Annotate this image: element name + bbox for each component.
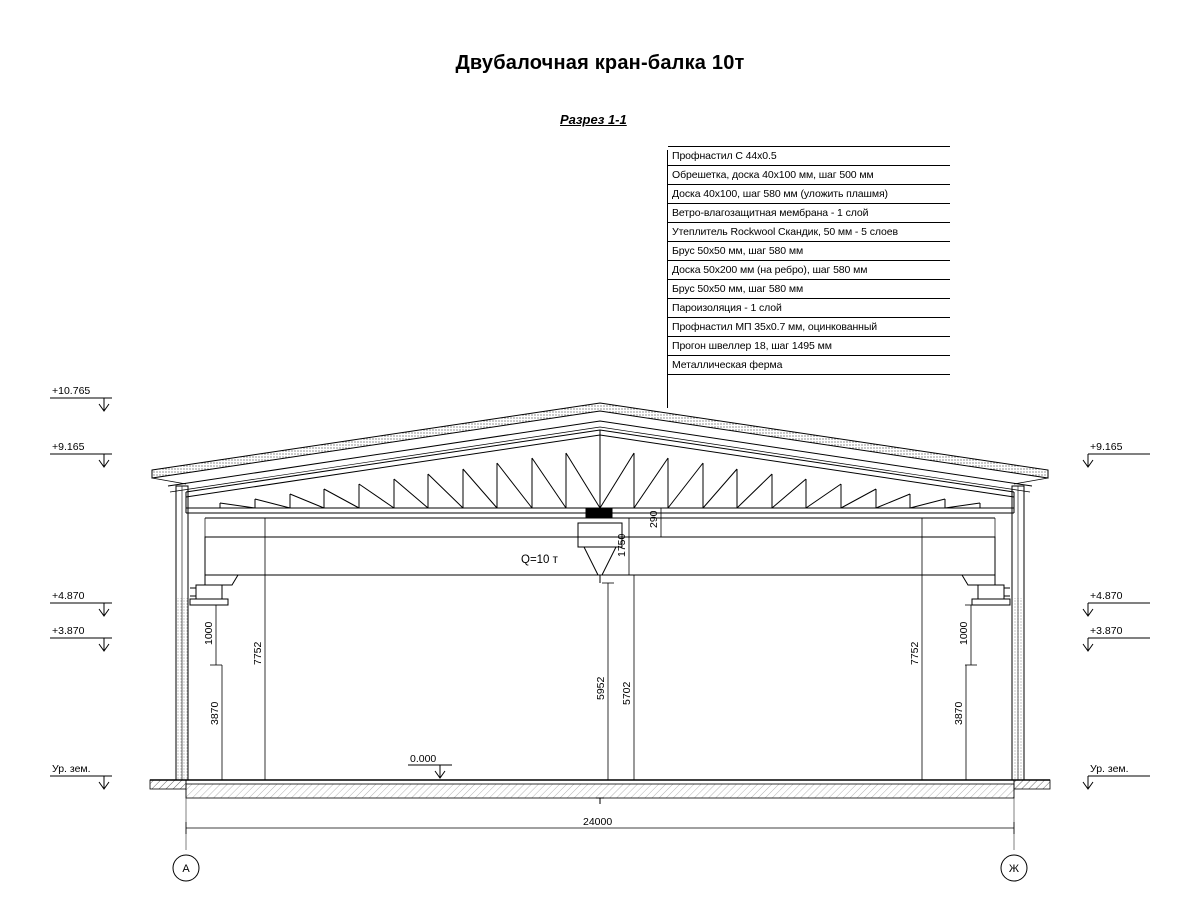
steel-truss <box>186 430 1014 513</box>
legend-row: Доска 50х200 мм (на ребро), шаг 580 мм <box>668 261 950 280</box>
level-value-left: +4.870 <box>52 590 85 602</box>
dim-value: 3870 <box>953 701 965 725</box>
legend-row: Ветро-влагозащитная мембрана - 1 слой <box>668 204 950 223</box>
column-brackets <box>190 585 1010 605</box>
page-title: Двубалочная кран-балка 10т <box>455 52 745 74</box>
level-value-left: +10.765 <box>52 385 91 397</box>
level-value-right: +3.870 <box>1090 625 1123 637</box>
crane-load-label: Q=10 т <box>521 554 558 566</box>
dim-value: 7752 <box>252 641 264 665</box>
legend-row: Пароизоляция - 1 слой <box>668 299 950 318</box>
dim-value: 7752 <box>909 641 921 665</box>
legend-row: Брус 50х50 мм, шаг 580 мм <box>668 242 950 261</box>
dim-value: 5952 <box>595 676 607 700</box>
legend-row: Профнастил МП 35х0.7 мм, оцинкованный <box>668 318 950 337</box>
dim-value: 1000 <box>958 621 970 645</box>
floor-slab <box>150 780 1050 804</box>
level-value-right: +4.870 <box>1090 590 1123 602</box>
legend-row: Брус 50х50 мм, шаг 580 мм <box>668 280 950 299</box>
vertical-dimension-labels <box>203 510 970 725</box>
zero-level-mark <box>408 753 452 778</box>
level-value-left: +9.165 <box>52 441 85 453</box>
dim-value: 1000 <box>203 621 215 645</box>
legend-row: Обрешетка, доска 40х100 мм, шаг 500 мм <box>668 166 950 185</box>
axis-label-left: А <box>182 863 190 875</box>
level-value-left: Ур. зем. <box>52 763 91 775</box>
level-value-right: +9.165 <box>1090 441 1123 453</box>
dim-value: 3870 <box>209 701 221 725</box>
dim-value: 290 <box>648 510 660 528</box>
walls <box>176 486 1024 780</box>
legend-row: Доска 40х100, шаг 580 мм (уложить плашмя) <box>668 185 950 204</box>
vertical-dimensions <box>205 508 982 780</box>
legend-row: Прогон швеллер 18, шаг 1495 мм <box>668 337 950 356</box>
zero-level-value: 0.000 <box>410 753 437 765</box>
dim-value: 5702 <box>621 681 633 705</box>
level-marks-left <box>50 385 112 789</box>
crane-beam <box>205 508 995 585</box>
legend-row: Профнастил С 44х0.5 <box>668 147 950 166</box>
axis-label-right: Ж <box>1008 863 1020 875</box>
level-value-right: Ур. зем. <box>1090 763 1129 775</box>
axis-bubbles <box>173 855 1027 881</box>
legend-row: Утеплитель Rockwool Скандик, 50 мм - 5 слоев <box>668 223 950 242</box>
level-value-left: +3.870 <box>52 625 85 637</box>
dim-value: 1750 <box>616 533 628 557</box>
level-marks-right <box>1083 441 1150 789</box>
legend-row: Металлическая ферма <box>668 356 950 375</box>
overall-width-value: 24000 <box>583 816 613 828</box>
section-subtitle: Разрез 1-1 <box>560 112 627 127</box>
